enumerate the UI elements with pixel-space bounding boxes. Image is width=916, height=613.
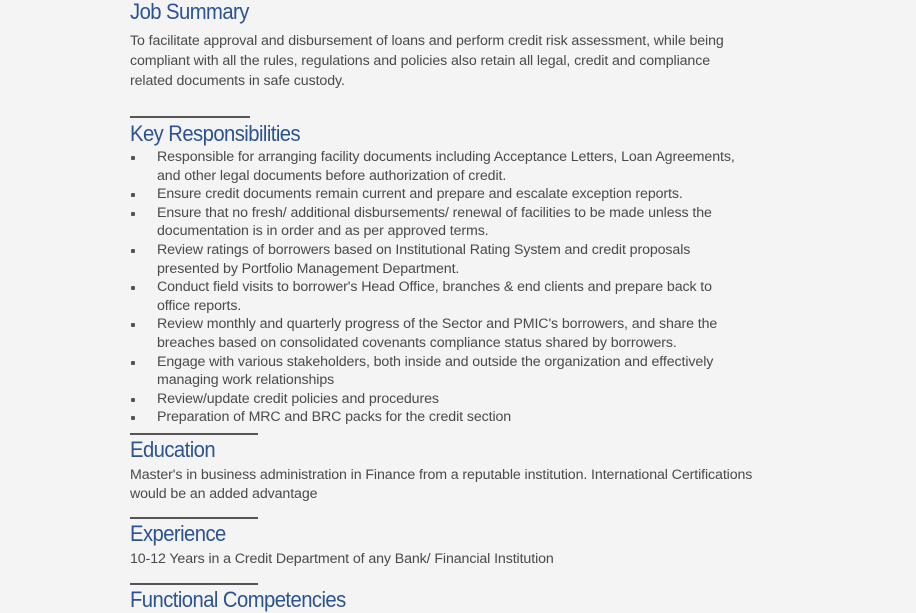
section-divider [130,433,258,435]
job-summary-heading: Job Summary [130,0,249,24]
bullet-icon [131,193,135,197]
responsibility-item-line: Review monthly and quarterly progress of the Sector and PMIC's borrowers, and share the [157,316,718,333]
responsibility-item-line: Engage with various stakeholders, both inside and outside the organization and effectively [157,353,714,370]
responsibility-item-line: and other legal documents before authorization of credit. [157,167,507,184]
responsibility-item-line: breaches based on consolidated covenants compliance status shared by borrowers. [157,335,677,351]
education-line: would be an added advantage [130,486,318,502]
job-summary-line: compliant with all the rules, regulations and policies also retain all legal, credit and compliance [130,53,710,69]
responsibility-item-line: presented by Portfolio Management Department. [157,260,460,277]
responsibility-item-line: Responsible for arranging facility documents including Acceptance Letters, Loan Agreements, [157,149,735,165]
education-line: Master's in business administration in Finance from a reputable institution. International Certifications [130,467,753,483]
education-heading: Education [130,437,216,462]
responsibility-item-line: Review/update credit policies and procedures [157,390,439,407]
functional-competencies-heading: Functional Competencies [130,587,346,612]
bullet-icon [131,398,135,402]
responsibility-item-line: documentation is in order and as per approved terms. [157,223,489,240]
responsibility-item-line: managing work relationships [157,372,335,389]
responsibility-item-line: Preparation of MRC and BRC packs for the credit section [157,409,512,426]
responsibility-item-line: office reports. [157,297,242,314]
responsibility-item-line: Ensure that no fresh/ additional disbursements/ renewal of facilities to be made unless the [157,204,712,221]
bullet-icon [131,361,135,365]
experience-heading: Experience [130,521,226,546]
bullet-icon [131,156,135,160]
section-divider [130,116,250,118]
bullet-icon [131,323,135,327]
bullet-icon [131,249,135,253]
bullet-icon [131,286,135,290]
section-divider [130,517,258,519]
responsibility-item-line: Conduct field visits to borrower's Head Office, branches & end clients and prepare back to [157,279,712,296]
key-responsibilities-heading: Key Responsibilities [130,121,301,146]
bullet-icon [131,416,135,420]
job-summary-line: To facilitate approval and disbursement of loans and perform credit risk assessment, while being [130,33,724,49]
experience-line: 10-12 Years in a Credit Department of any Bank/ Financial Institution [130,551,554,567]
section-divider [130,583,258,585]
responsibility-item-line: Review ratings of borrowers based on Institutional Rating System and credit proposals [157,242,691,258]
responsibility-item-line: Ensure credit documents remain current and prepare and escalate exception reports. [157,186,683,203]
bullet-icon [131,212,135,216]
job-summary-line: related documents in safe custody. [130,73,345,89]
